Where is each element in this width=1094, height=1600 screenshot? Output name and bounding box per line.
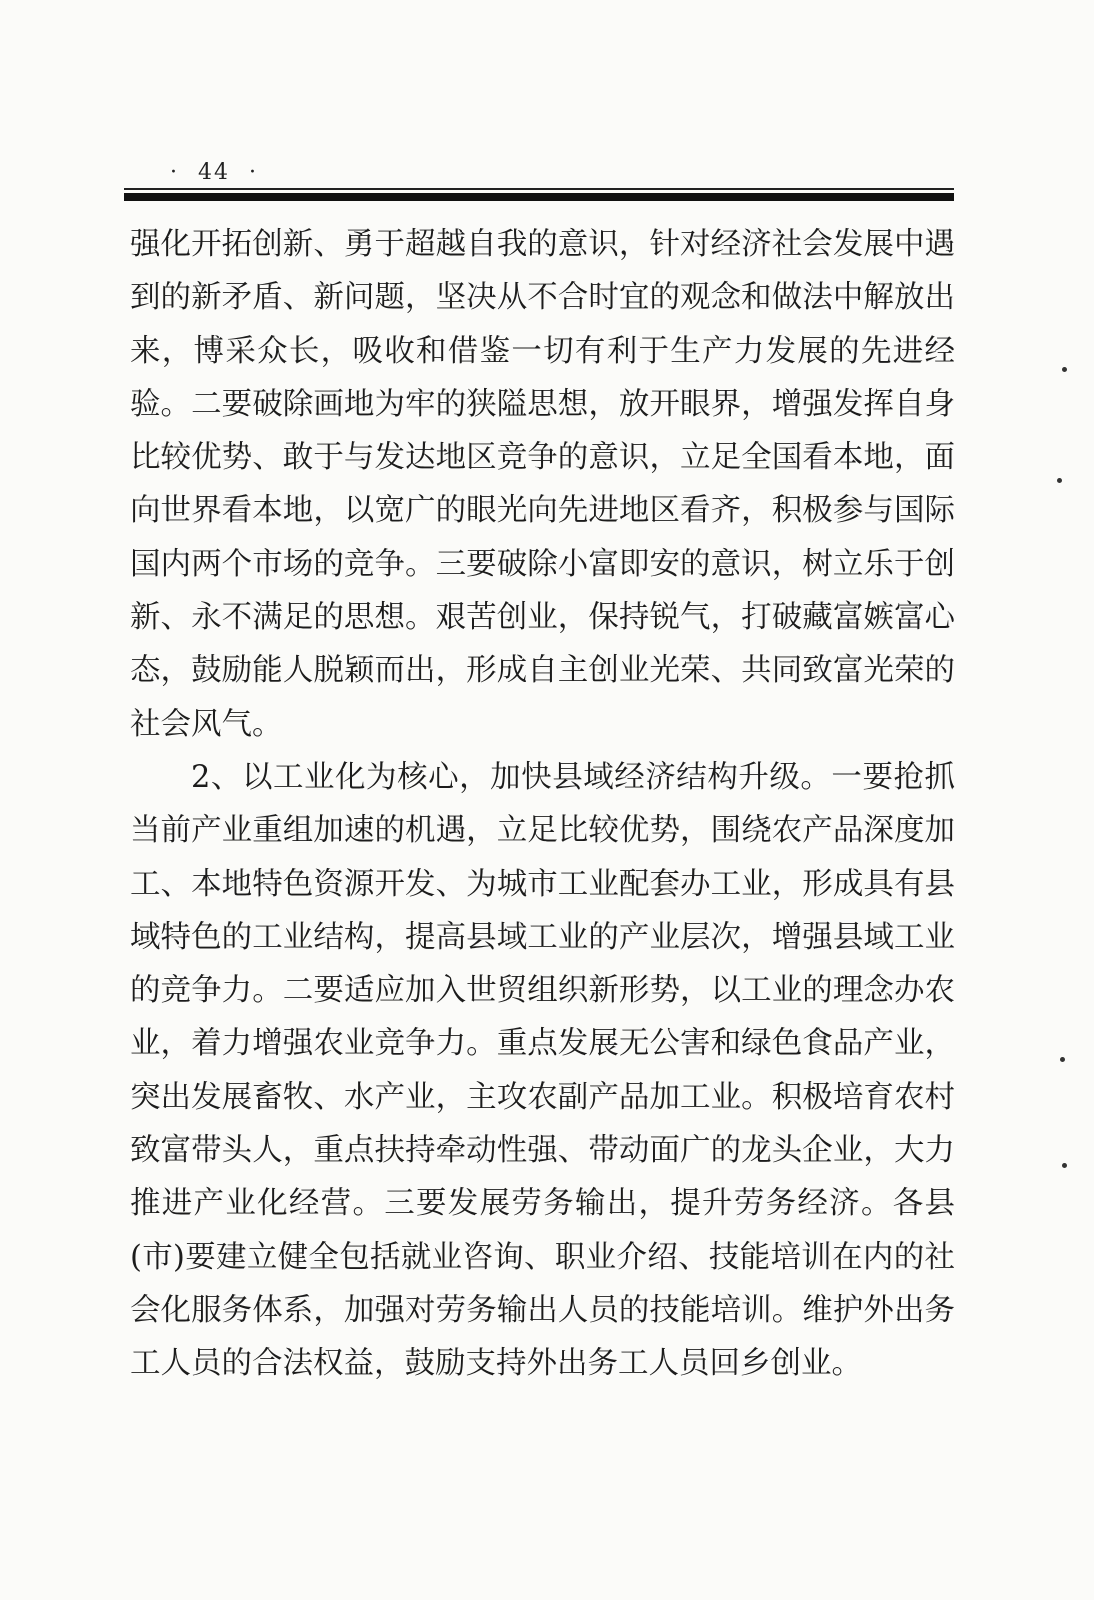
- header-bullet-left: ·: [170, 160, 179, 185]
- scan-speck: [1062, 367, 1067, 372]
- scan-speck: [1062, 1163, 1067, 1168]
- scan-speck: [1057, 478, 1062, 483]
- body-text: [130, 218, 955, 1391]
- page-header: [160, 160, 268, 185]
- header-bullet-right: ·: [249, 160, 258, 185]
- page-number: 44: [198, 160, 230, 185]
- scan-speck: [1060, 1057, 1065, 1062]
- header-rule-thick: [124, 193, 954, 201]
- paragraph-section-2: 2、以工业化为核心，加快县域经济结构升级。一要抢抓当前产业重组加速的机遇，立足比较优势，围绕农产品深度加工、本地特色资源开发、为城市工业配套办工业，形成具有县域特色的工业结构，提高县域工业的产业层次，增强县域工业的竞争力。二要适应加入世贸组织新形势，以工业的理念办农业，着力增强农业竞争力。重点发展无公害和绿色食品产业，突出发展畜牧、水产业，主攻农副产品加工业。积极培育农村致富带头人，重点扶持牵动性强、带动面广的龙头企业，大力推进产业化经营。三要发展劳务输出，提升劳务经济。各县(市)要建立健全包括就业咨询、职业介绍、技能培训在内的社会化服务体系，加强对劳务输出人员的技能培训。维护外出务工人员的合法权益，鼓励支持外出务工人员回乡创业。: [130, 759, 955, 1382]
- paragraph-continued: 强化开拓创新、勇于超越自我的意识，针对经济社会发展中遇到的新矛盾、新问题，坚决从不合时宜的观念和做法中解放出来，博采众长，吸收和借鉴一切有利于生产力发展的先进经验。二要破除画地为牢的狭隘思想，放开眼界，增强发挥自身比较优势、敢于与发达地区竞争的意识，立足全国看本地，面向世界看本地，以宽广的眼光向先进地区看齐，积极参与国际国内两个市场的竞争。三要破除小富即安的意识，树立乐于创新、永不满足的思想。艰苦创业，保持锐气，打破藏富嫉富心态，鼓励能人脱颖而出，形成自主创业光荣、共同致富光荣的社会风气。: [130, 227, 955, 742]
- header-rule-thin: [124, 188, 954, 190]
